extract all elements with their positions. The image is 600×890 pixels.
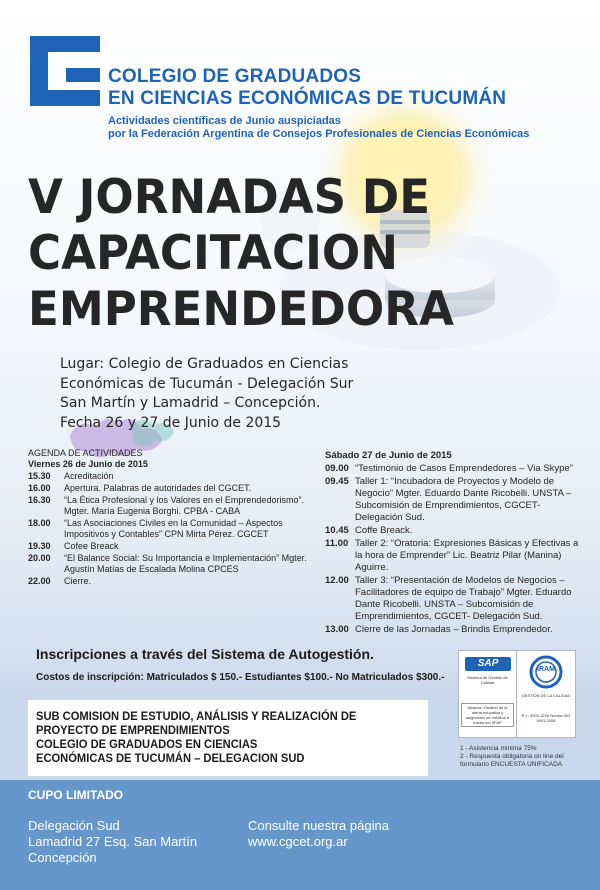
agenda-time: 16.30	[28, 495, 51, 505]
agenda-day2-label: Sábado 27 de Junio de 2015	[325, 450, 452, 461]
subcommission-line3: COLEGIO DE GRADUADOS EN CIENCIAS	[36, 737, 258, 751]
location-line2: Económicas de Tucumán - Delegación Sur	[60, 375, 354, 392]
agenda-desc: Acreditación	[64, 471, 114, 481]
agenda-desc: “Las Asociaciones Civiles en la Comunidad – Aspectos Impositivos y Contables” CPN Mirta Pérez. CGCET	[64, 518, 283, 539]
limited-seats: CUPO LIMITADO	[28, 788, 124, 802]
sap-caption: Sistema de Gestión de Calidad	[467, 675, 508, 685]
agenda-item	[325, 538, 587, 574]
website-url[interactable]: www.cgcet.org.ar	[248, 834, 348, 849]
agenda-desc: Taller 2: “Oratoria: Expresiones Básicas y Efectivas a la hora de Emprender” Lic. Beatriz Pilar (Manina) Aguirre.	[355, 538, 579, 573]
agenda-time: 09.45	[325, 476, 349, 487]
website-prompt: Consulte nuestra página	[248, 818, 389, 833]
certification-logos	[458, 650, 576, 738]
agenda-desc: “Testimonio de Casos Emprendedores – Via Skype”	[355, 463, 573, 474]
college-name	[108, 66, 506, 110]
sponsor-line1: Actividades científicas de Junio auspiciadas	[108, 115, 341, 127]
footer-website	[248, 818, 389, 850]
agenda-time: 09.00	[325, 463, 349, 474]
agenda-day1	[28, 448, 318, 588]
note-line1: 1 - Asistencia mínima 75%	[460, 745, 537, 752]
agenda-item	[28, 495, 318, 517]
location-line4: Fecha 26 y 27 de Junio de 2015	[60, 414, 282, 431]
agenda-desc: “El Balance Social: Su Importancia e Implementación” Mgter. Agustín Matías de Escalada Molina CPCES	[64, 553, 307, 574]
agenda-desc: Coffe Breack.	[355, 525, 413, 536]
agenda-desc: Cierre.	[64, 576, 92, 586]
agenda-item	[325, 463, 587, 475]
agenda-item	[28, 576, 318, 587]
agenda-time: 19.30	[28, 541, 51, 551]
agenda-time: 10.45	[325, 525, 349, 536]
agenda-time: 22.00	[28, 576, 51, 586]
sponsor-text	[108, 115, 529, 141]
event-location	[60, 355, 353, 433]
iram-caption: GESTIÓN DE LA CALIDAD	[521, 693, 571, 698]
subcommission-box	[28, 700, 428, 776]
iram-logo-text: IRAM	[537, 666, 555, 673]
sap-certificate	[458, 650, 517, 738]
agenda-item	[325, 624, 587, 636]
attendance-notes	[460, 745, 590, 769]
sponsor-line2: por la Federación Argentina de Consejos Profesionales de Ciencias Económicas	[108, 128, 530, 140]
agenda-item	[325, 575, 587, 623]
agenda-title: AGENDA DE ACTIVIDADES	[28, 448, 143, 458]
agenda-time: 15.30	[28, 471, 51, 481]
agenda-time: 20.00	[28, 553, 51, 563]
address-line3: Concepción	[28, 850, 97, 865]
address-line1: Delegación Sud	[28, 818, 120, 833]
footer-address	[28, 818, 197, 866]
agenda-desc: “La Ética Profesional y los Valores en el Emprendedorismo”. Mgter. María Eugenia Borghi. CPBA - CABA	[64, 495, 304, 516]
footer-bar	[0, 780, 600, 890]
agenda-item	[325, 525, 587, 537]
agenda-desc: Taller 3: “Presentación de Modelos de Negocios – Facilitadores de equipo de Trabajo” Mgter. Eduardo Dante Ricobelli. UNSTA – Subcomisión de Emprendimientos, CGCET- Delegación Sud.	[355, 575, 572, 622]
event-title	[28, 170, 454, 338]
location-line3: San Martín y Lamadrid – Concepción.	[60, 395, 321, 411]
agenda-desc: Taller 1: “Incubadora de Proyectos y Modelo de Negocio” Mgter. Eduardo Dante Ricobelli. UNSTA – Subcomisión de Emprendimientos, CGCET- Delegación Sud.	[355, 476, 572, 523]
agenda-day1-label: Viernes 26 de Junio de 2015	[28, 459, 148, 469]
iram-certificate	[517, 650, 576, 738]
agenda-desc: Cofee Breack	[64, 541, 119, 551]
agenda-time: 12.00	[325, 575, 349, 586]
agenda-item	[28, 483, 318, 494]
event-title-line3: EMPRENDEDORA	[28, 282, 454, 337]
college-name-line2: EN CIENCIAS ECONÓMICAS DE TUCUMÁN	[108, 88, 507, 109]
iram-registration: R.I.: 9000-322e Norma ISO 9001:2008	[521, 713, 571, 723]
agenda-day2	[325, 450, 587, 637]
sap-scope: Alcance: Gestión de la oferta educativa y asignación de créditos a través del SFAP	[461, 703, 514, 727]
registration-costs: Costos de inscripción: Matriculados $ 150.- Estudiantes $100.- No Matriculados $300.-	[36, 672, 445, 683]
address-line2: Lamadrid 27 Esq. San Martín	[28, 834, 198, 849]
college-name-line1: COLEGIO DE GRADUADOS	[108, 66, 362, 87]
subcommission-line1: SUB COMISION DE ESTUDIO, ANÁLISIS Y REALIZACIÓN DE	[36, 709, 357, 723]
subcommission-text	[36, 709, 356, 765]
agenda-item	[325, 476, 587, 524]
agenda-time: 13.00	[325, 624, 349, 635]
location-line1: Lugar: Colegio de Graduados en Ciencias	[60, 356, 349, 372]
subcommission-line4: ECONÓMICAS DE TUCUMÁN – DELEGACION SUD	[36, 751, 305, 765]
event-title-line1: V JORNADAS DE	[28, 170, 431, 225]
sap-logo-text: SAP	[477, 658, 499, 669]
agenda-time: 18.00	[28, 518, 51, 528]
agenda-item	[28, 518, 318, 540]
agenda-time: 11.00	[325, 538, 349, 549]
cgcet-logo	[30, 36, 100, 106]
agenda-item	[28, 553, 318, 575]
agenda-item	[28, 541, 318, 552]
event-title-line2: CAPACITACION	[28, 226, 399, 281]
agenda-time: 16.00	[28, 483, 51, 493]
note-line2: 2 - Respuesta obligatoria on line del formulario ENCUESTA UNIFICADA	[460, 753, 564, 768]
agenda-desc: Cierre de las Jornadas – Brindis Emprendedor.	[355, 624, 553, 635]
registration-info: Inscripciones a través del Sistema de Autogestión.	[36, 646, 374, 662]
subcommission-line2: PROYECTO DE EMPRENDIMIENTOS	[36, 723, 230, 737]
agenda-item	[28, 471, 318, 482]
agenda-desc: Apertura. Palabras de autoridades del CGCET.	[64, 483, 252, 493]
